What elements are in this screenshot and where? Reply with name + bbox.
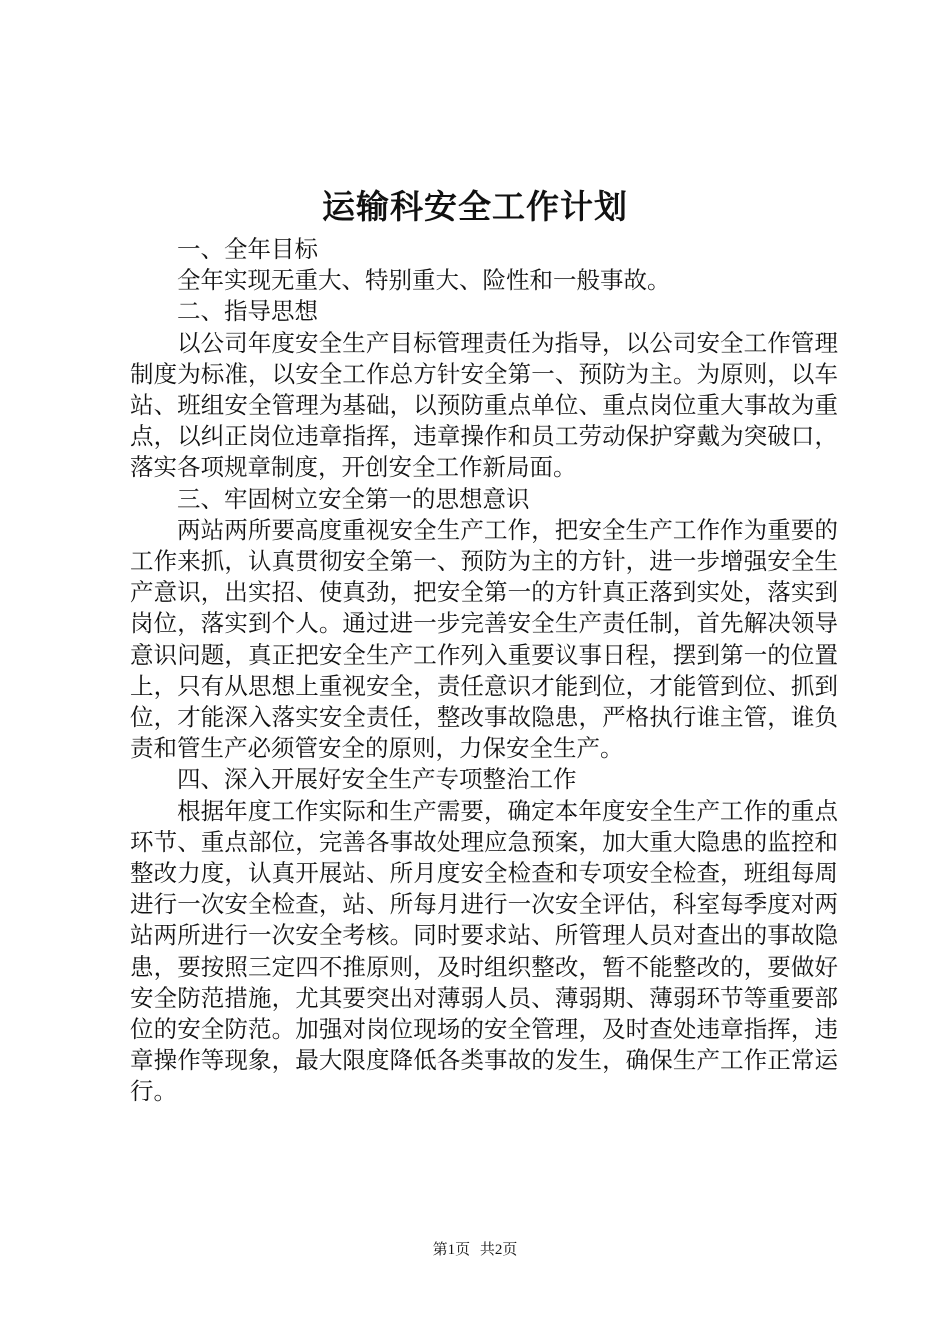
section-paragraph: 以公司年度安全生产目标管理责任为指导，以公司安全工作管理制度为标准，以安全工作总方针安全第一、预防为主。为原则，以车站、班组安全管理为基础，以预防重点单位、重点岗位重大事故为重点，以纠正岗位违章指挥，违章操作和员工劳动保护穿戴为突破口，落实各项规章制度，开创安全工作新局面。	[130, 328, 838, 482]
page-footer	[0, 1240, 950, 1260]
document-body	[130, 234, 838, 1108]
section-paragraph: 两站两所要高度重视安全生产工作，把安全生产工作作为重要的工作来抓，认真贯彻安全第一、预防为主的方针，进一步增强安全生产意识，出实招、使真劲，把安全第一的方针真正落到实处，落实到岗位，落实到个人。通过进一步完善安全生产责任制，首先解决领导意识问题，真正把安全生产工作列入重要议事日程，摆到第一的位置上，只有从思想上重视安全，责任意识才能到位，才能管到位、抓到位，才能深入落实安全责任，整改事故隐患，严格执行谁主管，谁负责和管生产必须管安全的原则，力保安全生产。	[130, 515, 838, 763]
document-title: 运输科安全工作计划	[322, 187, 628, 226]
section-heading: 三、牢固树立安全第一的思想意识	[177, 484, 530, 513]
section-heading: 一、全年目标	[177, 235, 318, 263]
page-number: 第1页	[432, 1242, 471, 1258]
page-total: 共2页	[479, 1242, 518, 1258]
section-heading: 二、指导思想	[177, 297, 318, 326]
section-paragraph: 全年实现无重大、特别重大、险性和一般事故。	[177, 266, 671, 295]
section-paragraph: 根据年度工作实际和生产需要，确定本年度安全生产工作的重点环节、重点部位，完善各事故处理应急预案，加大重大隐患的监控和整改力度，认真开展站、所月度安全检查和专项安全检查，班组每周进行一次安全检查，站、所每月进行一次安全评估，科室每季度对两站两所进行一次安全考核。同时要求站、所管理人员对查出的事故隐患，要按照三定四不推原则，及时组织整改，暂不能整改的，要做好安全防范措施，尤其要突出对薄弱人员、薄弱期、薄弱环节等重要部位的安全防范。加强对岗位现场的安全管理，及时查处违章指挥，违章操作等现象，最大限度降低各类事故的发生，确保生产工作正常运行。	[130, 796, 838, 1106]
section-heading: 四、深入开展好安全生产专项整治工作	[177, 765, 577, 794]
